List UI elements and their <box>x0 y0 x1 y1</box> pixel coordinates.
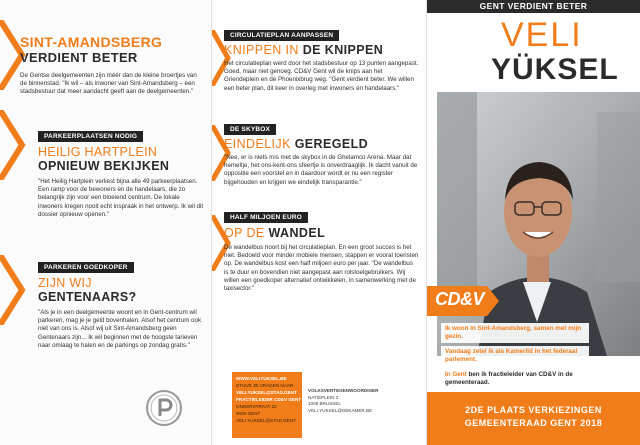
contact-street: ONDERSTRAAT 22 <box>236 404 277 409</box>
address-line: VOLKSVERTEGENWOORDIGER <box>308 388 379 393</box>
heading-part: OP DE <box>224 226 269 240</box>
panel1-heading <box>20 34 162 66</box>
contact-fractie: FRACTIELEIDER CD&V GENT <box>236 397 302 402</box>
section-heading-wandel <box>224 226 325 240</box>
banner: GENT VERDIENT BETER <box>427 0 640 13</box>
footer-bar <box>427 392 640 445</box>
address-line[interactable]: VELI.YUKSEL@DEKAMER.BE <box>308 407 373 413</box>
section-text-heilig-hartplein: "Het Heilig Hartplein verliest bijna alle 49 parkeerplaatsen. Een ramp voor de bewoners en de handelaars, die zo belangrijk zijn voor een bloeiend centrum. De lokale inwoners kregen nooit echt inspraak in het ontwerp. Ik wil dit dossier opnieuw openen." <box>38 178 204 218</box>
section-heading-heilig-hartplein <box>38 145 169 173</box>
address-line: NATIEPLEIN 2 <box>308 394 339 400</box>
heading-line1: SINT-AMANDSBERG <box>20 34 163 50</box>
bullet-part: In Gent <box>445 371 469 378</box>
section-tag-half-miljoen: HALF MILJOEN EURO <box>224 212 308 223</box>
contact-email2[interactable]: VELI.YUKSEL@STAD.GENT <box>236 418 296 423</box>
section-heading-gentenaars <box>38 276 136 304</box>
heading-part: EINDELIJK <box>224 137 295 151</box>
contact-email[interactable]: VELI.YUKSEL@STAD.GENT <box>236 390 297 395</box>
section-tag-circulatieplan: CIRCULATIEPLAN AANPASSEN <box>224 30 339 41</box>
candidate-photo <box>437 92 640 356</box>
heading-part: KNIPPEN IN <box>224 43 303 57</box>
section-heading-knippen <box>224 43 383 57</box>
bullet-woon: Ik woon in Sint-Amandsberg, samen met mijn gezin. <box>441 323 589 343</box>
last-name: YÜKSEL <box>491 53 619 86</box>
panel-right <box>427 0 640 445</box>
section-text-skybox: "Nee, er is niets mis met de skybox in de Ghelamco Arena. Maar dat hemeltje, het ons-kent-ons sfeertje is onverdraaglijk. Ik dacht vanuit de oppositie een voorstel en in daardoor wordt er nu een register bijgehouden en krijgen we eindelijk transparantie." <box>224 154 418 186</box>
bullet-fractieleider <box>441 369 589 389</box>
contact-box <box>232 372 302 438</box>
chevron-decoration <box>0 255 26 325</box>
contact-stuur: STUUR JE VRAGEN NAAR <box>236 383 294 388</box>
heading-part: OPNIEUW BEKIJKEN <box>38 159 170 173</box>
section-tag-parkeren: PARKEREN GOEDKOPER <box>38 262 134 273</box>
logo-text: CD&V <box>435 289 485 309</box>
address-line: 1008 BRUSSEL <box>308 401 341 406</box>
contact-website[interactable]: WWW.VELIYUKSEL.BE <box>236 376 287 381</box>
section-text-knippen: Het circulatieplan werd door het stadsbestuur op 13 punten aangepast. Goed, maar niet genoeg. CD&V Gent wil de knips aan het Griendeplein en de Phoenixbrug weg. "Gent verdient beter. We willen een beter plan, dit keer in overleg met inwoners én handelaars." <box>224 60 419 92</box>
parking-icon <box>144 388 184 428</box>
footer-part: GENT 2018 <box>550 418 603 428</box>
heading-part: GENTENAARS? <box>38 290 137 304</box>
bullet-kamerlid: Vandaag zetel ik als Kamerlid in het federaal parlement. <box>441 346 589 366</box>
chevron-decoration <box>0 110 26 180</box>
panel-left <box>0 0 212 445</box>
section-text-gentenaars: "Als je in een deelgemeente woont en in Gent-centrum wil parkeren, mag je je geld bovenhalen. Alsof het centrum ook niet van ons is. Alsof wij uit Sint-Amandsberg geen Gentenaars zijn... Ik wil beginnen met de hoogste tarieven naar omlaag te halen en de parkings op zondag gratis." <box>38 309 202 349</box>
heading-part: WANDEL <box>268 226 326 240</box>
heading-part: DE KNIPPEN <box>302 43 384 57</box>
section-heading-geregeld <box>224 137 368 151</box>
contact-city: 9000 GENT <box>236 411 261 416</box>
section-tag-skybox: DE SKYBOX <box>224 124 276 135</box>
heading-part: ZIJN WIJ <box>38 276 92 290</box>
heading-part: GEREGELD <box>294 137 369 151</box>
intro-text: De Gentse deelgemeenten zijn méér dan de kleine broertjes van de binnenstad. "Ik wil – als inwoner van Sint-Amandsberg – een stadsbestuur dat meer aandacht geeft aan de deelgemeenten." <box>20 72 197 96</box>
heading-line2: VERDIENT BETER <box>20 50 138 65</box>
parliament-address <box>308 388 378 414</box>
section-text-wandel: De wandelbus hoort bij het circulatieplan. En een groot succes is het niet. Bedoeld voor minder mobiele mensen, stappen er vooral toeristen op. De wandelbus kost een half miljoen euro per jaar. "De wandelbus is te duur en bovendien niet aangepast aan rolstoelgebruikers. Wij willen een goedkoper alternatief ontwikkelen, in samenwerking met de taxisector." <box>224 244 419 293</box>
bullet-part: ben ik fractieleider van CD&V in de gemeenteraad. <box>445 371 573 386</box>
footer-part: GEMEENTERAAD <box>464 418 551 428</box>
footer-line1: 2DE PLAATS VERKIEZINGEN <box>465 405 602 415</box>
footer-line2 <box>427 418 640 428</box>
heading-part: HEILIG HARTPLEIN <box>38 145 158 159</box>
panel-middle <box>212 0 427 445</box>
first-name: VELI <box>501 16 583 54</box>
portrait-illustration <box>437 92 640 356</box>
section-tag-parking: PARKEERPLAATSEN NODIG <box>38 131 143 142</box>
